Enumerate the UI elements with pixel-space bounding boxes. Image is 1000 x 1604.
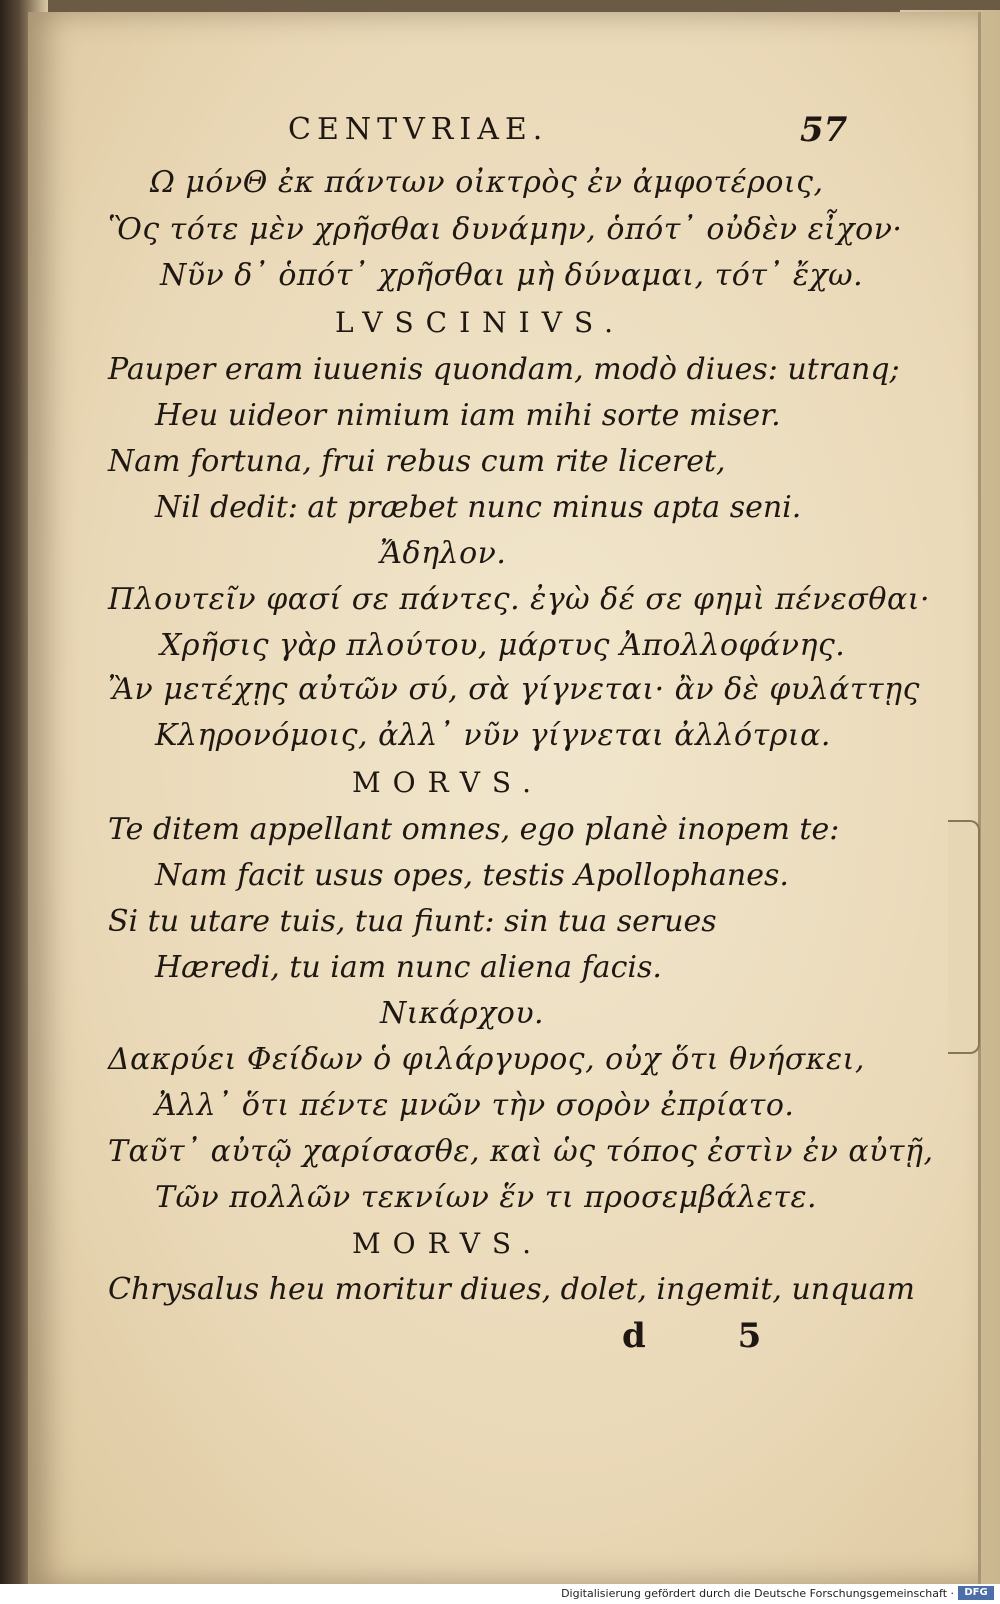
- text-line: Heu uideor nimium iam mihi sorte miser.: [155, 398, 781, 433]
- running-title: CENTVRIAE.: [288, 112, 549, 147]
- text-line: Δακρύει Φείδων ὁ φιλάργυρος, οὐχ ὅτι θνήσκει,: [108, 1042, 865, 1077]
- text-line: Τῶν πολλῶν τεκνίων ἕν τι προσεμβάλετε.: [155, 1180, 818, 1215]
- signature-mark: d 5: [622, 1316, 802, 1356]
- text-line: Nam fortuna, frui rebus cum rite liceret,: [108, 444, 726, 479]
- section-heading: MORVS.: [352, 1227, 544, 1260]
- section-heading: Ἄδηλον.: [380, 536, 507, 571]
- text-line: Ὃς τότε μὲν χρῆσθαι δυνάμην, ὁπότ᾽ οὐδὲν εἶχον·: [108, 212, 903, 247]
- text-line: Νῦν δ᾽ ὁπότ᾽ χρῆσθαι μὴ δύναμαι, τότ᾽ ἔχω.: [160, 258, 864, 293]
- text-line: Pauper eram iuuenis quondam, modò diues: utranq;: [108, 352, 900, 387]
- text-line: Hæredi, tu iam nunc aliena facis.: [155, 950, 662, 985]
- section-heading: LVSCINIVS.: [335, 306, 626, 339]
- text-line: Ταῦτ᾽ αὐτῷ χαρίσασθε, καὶ ὡς τόπος ἐστὶν ἐν αὐτῇ,: [108, 1134, 934, 1169]
- text-line: Si tu utare tuis, tua fiunt: sin tua serues: [108, 904, 717, 939]
- text-line: Κληρονόμοις, ἀλλ᾽ νῦν γίγνεται ἀλλότρια.: [155, 718, 831, 753]
- funding-credit: Digitalisierung gefördert durch die Deutsche Forschungsgemeinschaft ·: [561, 1587, 954, 1600]
- section-heading: MORVS.: [352, 766, 544, 799]
- text-line: Ἂν μετέχῃς αὐτῶν σύ, σὰ γίγνεται· ἂν δὲ φυλάττῃς: [108, 672, 920, 707]
- text-line: Χρῆσις γὰρ πλούτου, μάρτυς Ἀπολλοφάνης.: [160, 628, 846, 663]
- text-line: Chrysalus heu moritur diues, dolet, ingemit, unquam: [108, 1272, 915, 1307]
- text-line: Πλουτεῖν φασί σε πάντες. ἐγὼ δέ σε φημὶ πένεσθαι·: [108, 582, 931, 617]
- text-line: Te ditem appellant omnes, ego planè inopem te:: [108, 812, 840, 847]
- text-line: Nil dedit: at præbet nunc minus apta seni.: [155, 490, 802, 525]
- section-heading: Νικάρχου.: [380, 996, 545, 1031]
- folio-number: 57: [800, 110, 848, 150]
- text-line: Nam facit usus opes, testis Apollophanes.: [155, 858, 789, 893]
- page-tab-marker: [948, 820, 980, 1054]
- dfg-logo: DFG: [958, 1586, 994, 1600]
- text-line: Ω μόνΘ ἐκ πάντων οἰκτρὸς ἐν ἀμφοτέροις,: [150, 165, 824, 200]
- text-line: Ἀλλ᾽ ὅτι πέντε μνῶν τὴν σορὸν ἐπρίατο.: [155, 1088, 795, 1123]
